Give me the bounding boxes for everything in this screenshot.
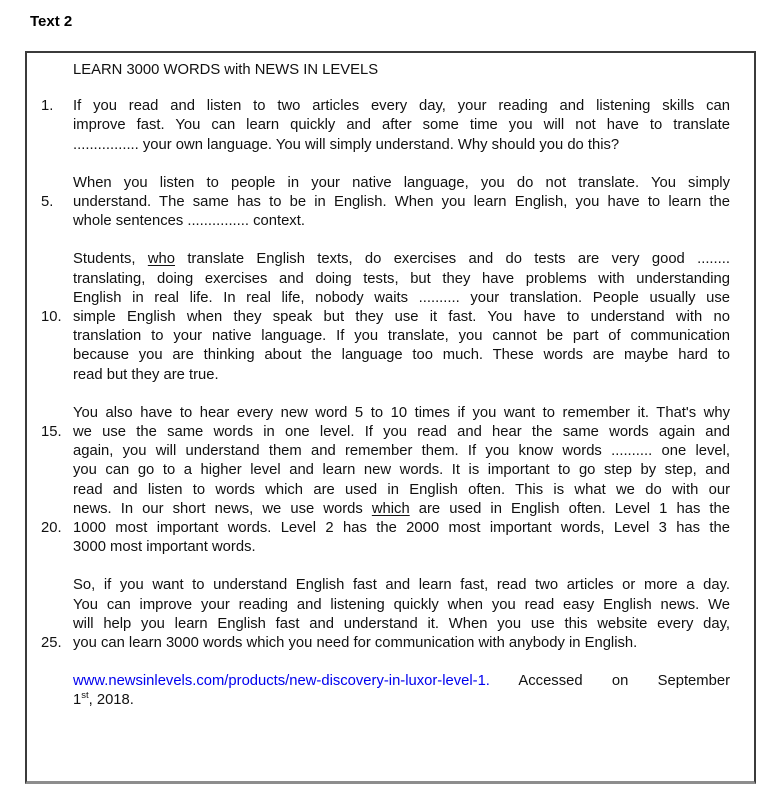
- line-text: [73, 404, 730, 423]
- line-text: [73, 174, 730, 193]
- paragraph: [27, 97, 730, 155]
- passage-line: [27, 346, 730, 365]
- text-segment: you can learn 3000 words which you need for communication with anybody in English.: [73, 635, 638, 652]
- line-text: [73, 423, 730, 442]
- underlined-word: who: [147, 251, 175, 268]
- passage-line: [27, 212, 730, 231]
- line-text: [73, 691, 730, 710]
- paragraph: [27, 404, 730, 558]
- passage-line: [27, 308, 730, 327]
- text-segment: Students,: [73, 251, 148, 268]
- passage-line: [27, 691, 730, 710]
- line-text: [73, 576, 730, 595]
- line-text: [73, 538, 730, 557]
- text-segment: , 2018.: [88, 692, 134, 709]
- passage-line: [27, 289, 730, 308]
- line-text: [73, 116, 730, 135]
- passage-line: [27, 366, 730, 385]
- text-segment: you can go to a higher level and learn new words. It is important to go step by step, and: [73, 462, 730, 479]
- passage-line: [27, 442, 730, 461]
- text-segment: 1: [73, 692, 82, 709]
- page-title: Text 2: [30, 13, 73, 30]
- passage-line: [27, 423, 730, 442]
- line-text: [73, 212, 730, 231]
- text-segment: we use the same words in one level. If you read and hear the same words again and: [73, 424, 730, 441]
- line-text: [73, 97, 730, 116]
- line-number: 25.: [41, 635, 62, 652]
- passage-title: LEARN 3000 WORDS with NEWS IN LEVELS: [73, 62, 379, 78]
- line-text: [73, 442, 730, 461]
- text-segment: translating, doing exercises and doing tests, but they have problems with understanding: [73, 270, 730, 287]
- source-link[interactable]: www.newsinlevels.com/products/new-discovery-in-luxor-level-1.: [73, 673, 490, 690]
- paragraph: [27, 672, 730, 710]
- text-segment: st: [81, 690, 89, 702]
- passage-line: [27, 461, 730, 480]
- paragraph: [27, 576, 730, 653]
- text-segment: are used in English often. Level 1 has the: [409, 500, 731, 517]
- line-text: [73, 366, 730, 385]
- text-segment: ................ your own language. You will simply understand. Why should you do this?: [73, 136, 620, 153]
- line-number: 10.: [41, 309, 62, 326]
- text-segment: again, you will understand them and remember them. If you know words .......... one level,: [73, 443, 730, 460]
- line-text: [73, 308, 730, 327]
- text-segment: You can improve your reading and listening quickly when you read easy English news. We: [73, 596, 730, 613]
- passage-line: [27, 538, 730, 557]
- text-segment: news. In our short news, we use words: [73, 500, 372, 517]
- passage-box: [25, 51, 756, 784]
- line-text: [73, 500, 730, 519]
- passage-line: [27, 97, 730, 116]
- line-text: [73, 615, 730, 634]
- line-text: [73, 346, 730, 365]
- text-segment: When you listen to people in your native language, you do not translate. You simply: [73, 174, 730, 191]
- passage-line: [27, 404, 730, 423]
- passage-line: [27, 596, 730, 615]
- passage-line: [27, 672, 730, 691]
- passage-line: [27, 615, 730, 634]
- line-text: [73, 519, 730, 538]
- text-segment: You also have to hear every new word 5 to 10 times if you want to remember it. That's why: [73, 404, 730, 421]
- passage-line: [27, 327, 730, 346]
- paragraph: [27, 250, 730, 384]
- passage-line: [27, 193, 730, 212]
- passage-line: [27, 634, 730, 653]
- passage-line: [27, 116, 730, 135]
- line-text: [73, 596, 730, 615]
- passage-line: [27, 576, 730, 595]
- text-segment: So, if you want to understand English fast and learn fast, read two articles or more a day.: [73, 577, 730, 594]
- line-text: [73, 270, 730, 289]
- passage-line: [27, 481, 730, 500]
- text-segment: understand. The same has to be in English. When you learn English, you have to learn the: [73, 194, 730, 211]
- line-number: 1.: [41, 98, 54, 115]
- text-segment: whole sentences ............... context.: [73, 213, 305, 230]
- paragraph: [27, 174, 730, 232]
- text-segment: will help you learn English fast and understand it. When you use this website every day,: [73, 615, 730, 632]
- text-segment: simple English when they speak but they use it fast. You have to understand with no: [73, 309, 730, 326]
- line-text: [73, 250, 730, 269]
- text-segment: translation to your native language. If you translate, you cannot be part of communication: [73, 328, 730, 345]
- line-text: [73, 136, 730, 155]
- text-segment: 3000 most important words.: [73, 539, 256, 556]
- line-number: 20.: [41, 520, 62, 537]
- text-segment: improve fast. You can learn quickly and after some time you will not have to translate: [73, 117, 730, 134]
- underlined-word: which: [371, 500, 410, 517]
- text-segment: Accessed on September: [489, 673, 730, 690]
- line-text: [73, 461, 730, 480]
- line-number: 5.: [41, 194, 54, 211]
- text-segment: If you read and listen to two articles every day, your reading and listening skills can: [73, 98, 730, 115]
- line-text: [73, 289, 730, 308]
- passage-line: [27, 270, 730, 289]
- text-segment: 1000 most important words. Level 2 has the 2000 most important words, Level 3 has the: [73, 520, 730, 537]
- text-segment: translate English texts, do exercises and do tests are very good ........: [175, 251, 730, 268]
- line-text: [73, 481, 730, 500]
- passage-body: [27, 97, 730, 710]
- line-number: 15.: [41, 424, 62, 441]
- text-segment: read and listen to words which are used in English often. This is what we do with our: [73, 481, 730, 498]
- passage-line: [27, 174, 730, 193]
- passage-line: [27, 136, 730, 155]
- line-text: [73, 327, 730, 346]
- text-segment: English in real life. In real life, nobody waits .......... your translation. People usually use: [73, 289, 730, 306]
- text-segment: read but they are true.: [73, 366, 219, 383]
- line-text: [73, 634, 730, 653]
- passage-line: [27, 519, 730, 538]
- line-text: [73, 193, 730, 212]
- line-text: [73, 672, 730, 691]
- passage-line: [27, 250, 730, 269]
- passage-line: [27, 500, 730, 519]
- text-segment: because you are thinking about the language too much. These words are maybe hard to: [73, 347, 730, 364]
